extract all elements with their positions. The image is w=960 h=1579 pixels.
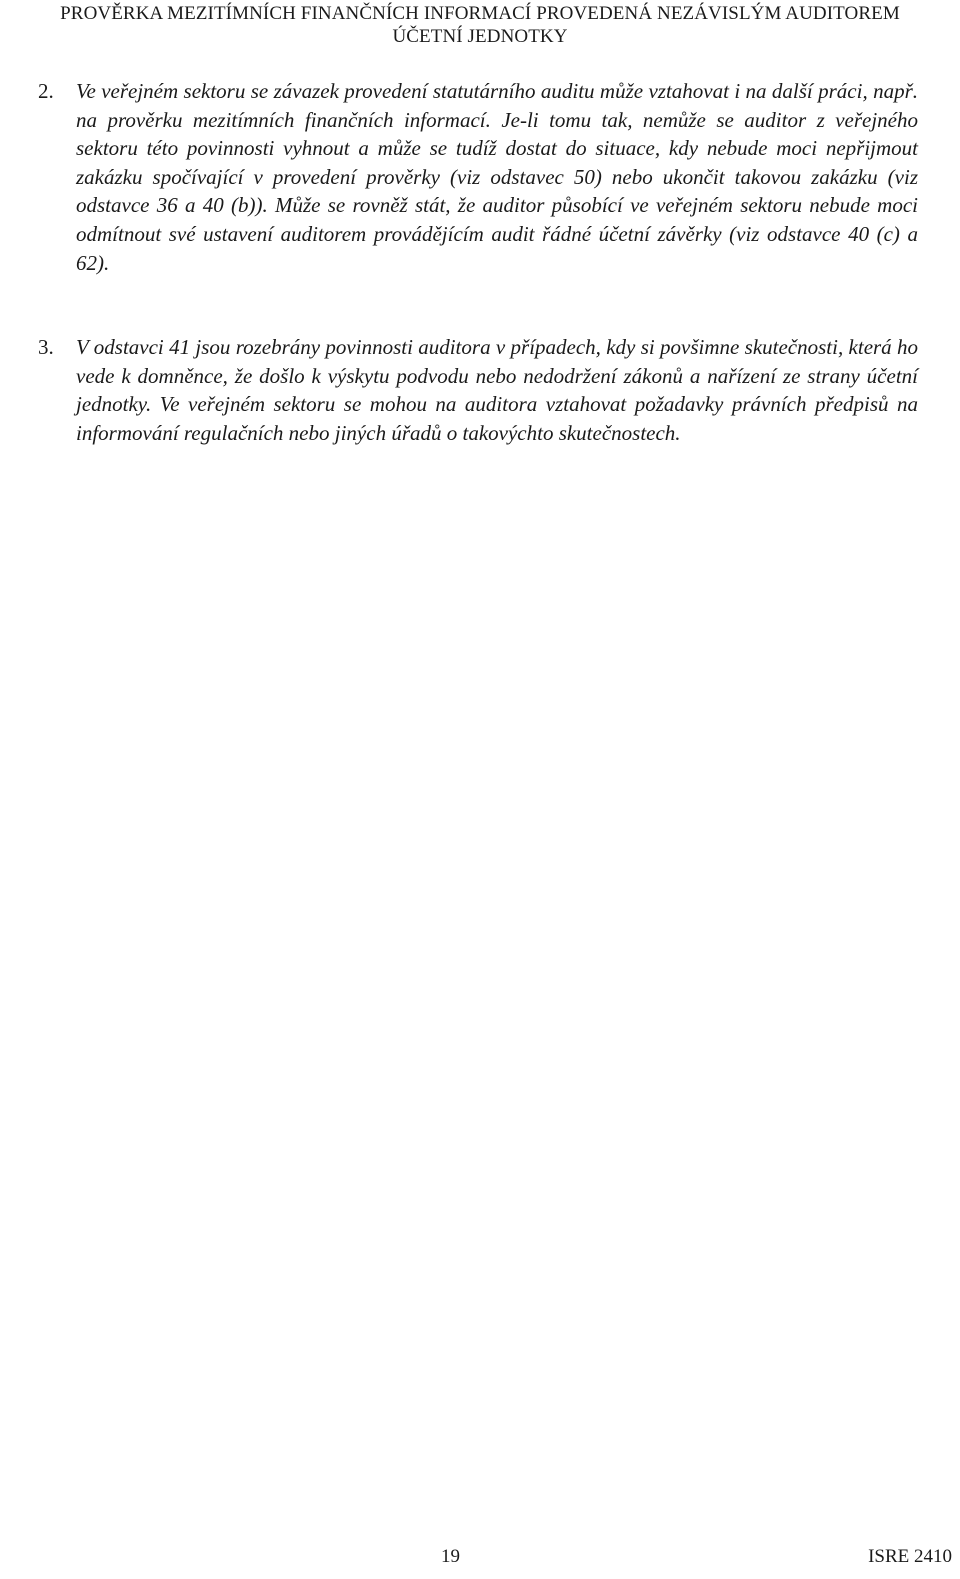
paragraph-number: 3. xyxy=(38,335,54,359)
paragraph-2 xyxy=(38,77,918,277)
standard-reference: ISRE 2410 xyxy=(868,1546,952,1567)
header-title-line1: PROVĚRKA MEZITÍMNÍCH FINANČNÍCH INFORMACÍ PROVEDENÁ NEZÁVISLÝM AUDITOREM xyxy=(60,3,900,24)
paragraph-3 xyxy=(38,333,918,447)
header-title-line2: ÚČETNÍ JEDNOTKY xyxy=(392,26,568,47)
paragraph-number: 2. xyxy=(38,79,54,103)
page-number: 19 xyxy=(441,1546,460,1567)
page-header xyxy=(0,2,960,48)
paragraph-text: V odstavci 41 jsou rozebrány povinnosti auditora v případech, kdy si povšimne skutečnosti, která ho vede k domněnce, že došlo k výskytu podvodu nebo nedodržení zákonů a nařízení ze strany účetní jednotky. Ve veřejném sektoru se mohou na auditora vztahovat požadavky právních předpisů na informování regulačních nebo jiných úřadů o takovýchto skutečnostech. xyxy=(76,335,918,445)
paragraph-text: Ve veřejném sektoru se závazek provedení statutárního auditu může vztahovat i na další práci, např. na prověrku mezitímních finančních informací. Je-li tomu tak, nemůže se auditor z veřejného sektoru této povinnosti vyhnout a může se tudíž dostat do situace, kdy nebude moci nepřijmout zakázku spočívající v provedení prověrky (viz odstavec 50) nebo ukončit takovou zakázku (viz odstavce 36 a 40 (b)). Může se rovněž stát, že auditor působící ve veřejném sektoru nebude moci odmítnout své ustavení auditorem provádějícím audit řádné účetní závěrky (viz odstavce 40 (c) a 62). xyxy=(76,79,918,275)
